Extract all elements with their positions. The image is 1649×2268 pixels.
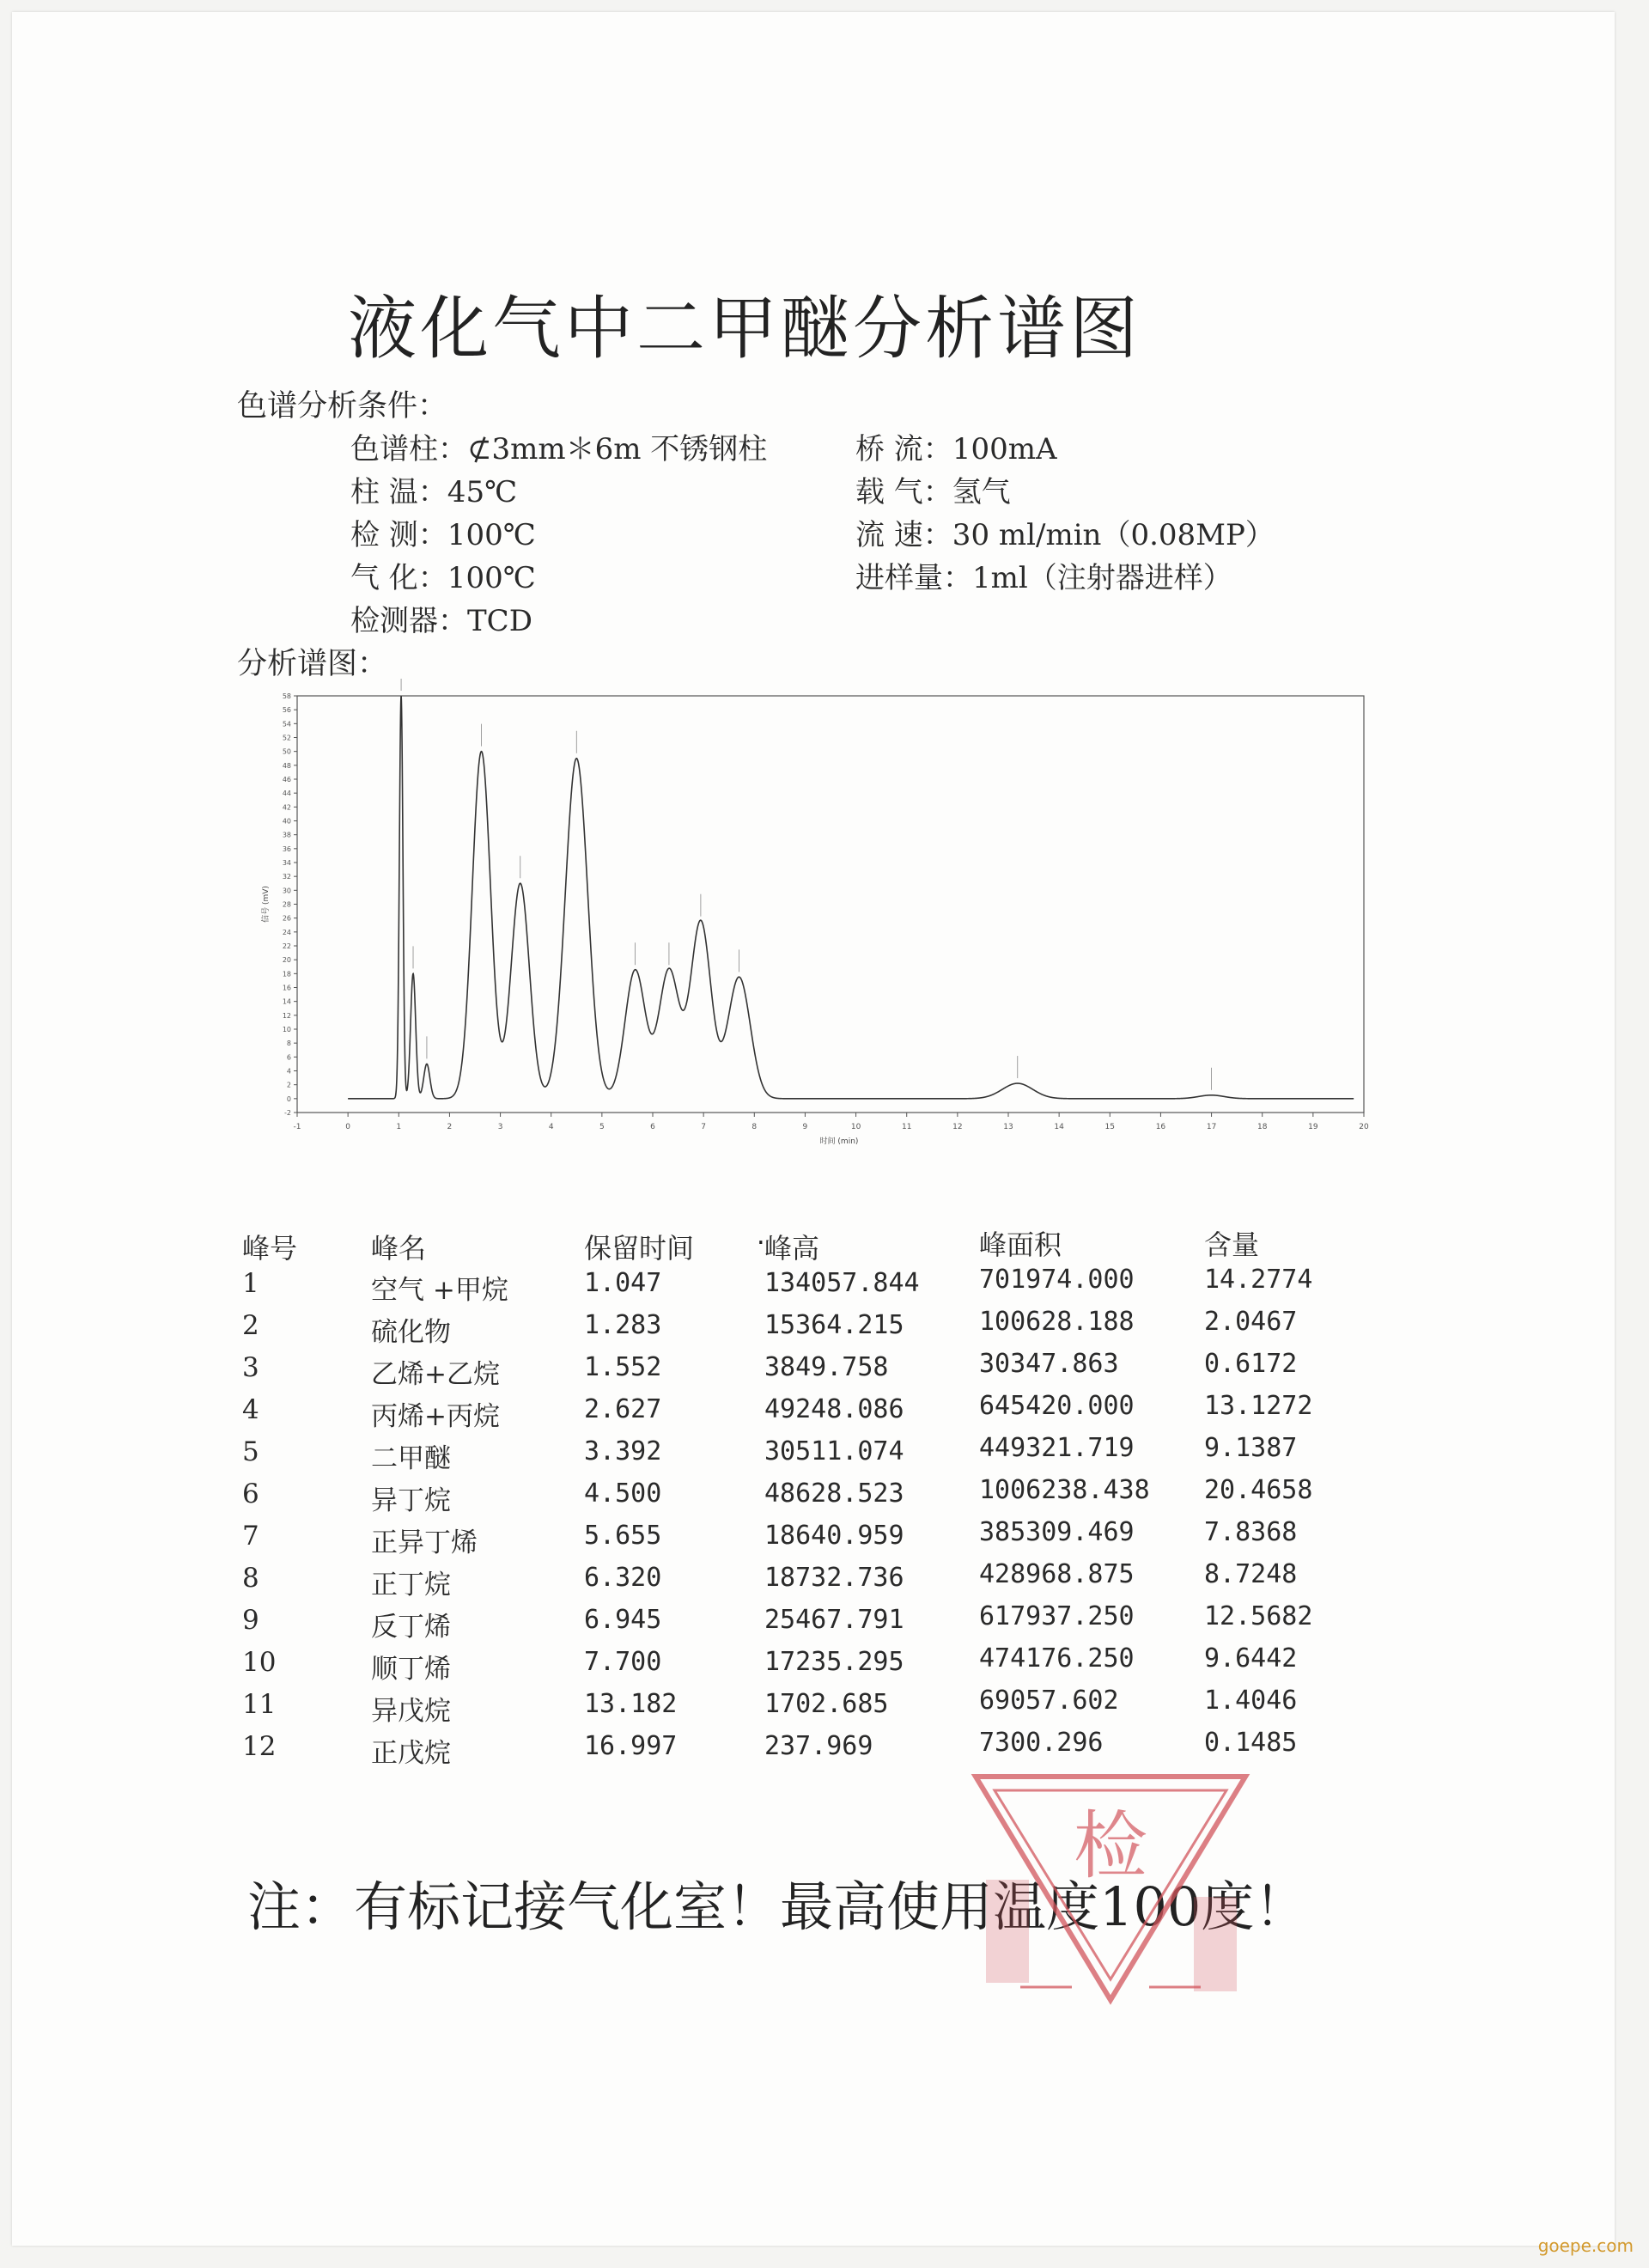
cell-content: 2.0467 — [1204, 1307, 1298, 1337]
y-tick-label: 4 — [286, 1067, 291, 1076]
cell-peak-area: 474176.250 — [979, 1643, 1135, 1674]
header-peak-no: 峰号 — [242, 1232, 298, 1265]
y-tick-label: 22 — [282, 942, 291, 950]
cell-peak-name: 反丁烯 — [371, 1612, 451, 1643]
y-tick-label: 6 — [286, 1053, 291, 1062]
cell-peak-no: 2 — [242, 1310, 259, 1341]
condition-carrier-gas: 载 气：氢气 — [855, 475, 1011, 509]
cell-content: 0.6172 — [1204, 1349, 1298, 1379]
cell-retention-time: 13.182 — [584, 1689, 678, 1719]
cell-peak-area: 1006238.438 — [979, 1475, 1150, 1505]
x-tick-label: 0 — [345, 1123, 351, 1131]
stray-dot: · — [754, 1230, 768, 1256]
cell-peak-name: 乙烯+乙烷 — [371, 1359, 500, 1390]
y-tick-label: 32 — [282, 873, 291, 881]
cell-peak-no: 5 — [242, 1436, 259, 1467]
cell-peak-height: 25467.791 — [764, 1605, 904, 1635]
cell-peak-height: 134057.844 — [764, 1268, 920, 1298]
header-peak-area: 峰面积 — [979, 1228, 1062, 1261]
condition-vaporize-temp: 气 化：100℃ — [350, 561, 536, 595]
cell-peak-height: 1702.685 — [764, 1689, 889, 1719]
cell-peak-height: 18732.736 — [764, 1563, 904, 1593]
y-tick-label: 48 — [282, 761, 291, 770]
cell-peak-area: 7300.296 — [979, 1728, 1104, 1758]
plot-frame — [297, 696, 1364, 1113]
cell-peak-name: 异戊烷 — [371, 1696, 451, 1727]
cell-peak-name: 正丁烷 — [371, 1570, 451, 1600]
x-tick-label: 18 — [1257, 1123, 1268, 1131]
condition-injection: 进样量：1ml（注射器进样） — [855, 561, 1232, 595]
cell-peak-height: 237.969 — [764, 1731, 873, 1761]
cell-retention-time: 2.627 — [584, 1394, 662, 1424]
y-tick-label: 14 — [282, 997, 291, 1006]
y-tick-label: 34 — [282, 859, 291, 867]
y-tick-label: 36 — [282, 844, 291, 853]
x-tick-label: 3 — [497, 1123, 503, 1131]
condition-column: 色谱柱：⊄3mm＊6m 不锈钢柱 — [350, 432, 768, 466]
cell-content: 13.1272 — [1204, 1391, 1313, 1421]
cell-peak-no: 6 — [242, 1478, 259, 1509]
y-axis-label: 信号 (mV) — [262, 886, 271, 923]
cell-content: 12.5682 — [1204, 1601, 1313, 1631]
cell-content: 1.4046 — [1204, 1686, 1298, 1716]
cell-peak-area: 428968.875 — [979, 1559, 1135, 1589]
cell-peak-area: 69057.602 — [979, 1686, 1119, 1716]
x-tick-label: 12 — [952, 1123, 963, 1131]
y-tick-label: 46 — [282, 776, 291, 783]
cell-peak-no: 12 — [242, 1731, 277, 1762]
cell-retention-time: 16.997 — [584, 1731, 678, 1761]
source-watermark: goepe.com — [1537, 2235, 1634, 2256]
y-tick-label: 24 — [282, 928, 291, 936]
y-tick-label: 18 — [282, 970, 291, 979]
cell-peak-name: 异丁烷 — [371, 1485, 451, 1516]
y-tick-label: 8 — [286, 1040, 291, 1048]
y-tick-label: 12 — [282, 1011, 291, 1020]
header-retention-time: 保留时间 — [584, 1232, 695, 1265]
cell-peak-name: 顺丁烯 — [371, 1654, 451, 1685]
cell-peak-no: 9 — [242, 1605, 259, 1636]
x-tick-label: 10 — [850, 1123, 861, 1131]
chromatogram-trace — [348, 696, 1354, 1099]
cell-retention-time: 1.047 — [584, 1268, 662, 1298]
x-axis-label: 时间 (min) — [819, 1137, 859, 1146]
x-tick-label: 17 — [1206, 1123, 1217, 1131]
y-tick-label: 28 — [282, 900, 291, 909]
cell-peak-name: 硫化物 — [371, 1317, 451, 1348]
x-tick-label: 9 — [802, 1123, 808, 1131]
cell-peak-area: 701974.000 — [979, 1265, 1135, 1295]
y-tick-label: 56 — [282, 706, 291, 715]
x-tick-label: 8 — [751, 1123, 758, 1131]
cell-peak-no: 11 — [242, 1689, 277, 1720]
y-tick-label: 54 — [282, 720, 291, 729]
cell-peak-no: 1 — [242, 1268, 259, 1299]
y-tick-label: 26 — [282, 914, 291, 923]
x-tick-label: 20 — [1359, 1123, 1369, 1131]
cell-peak-no: 7 — [242, 1521, 259, 1552]
y-tick-label: 58 — [282, 692, 291, 700]
condition-detector: 检测器：TCD — [350, 604, 532, 638]
condition-detect-temp: 检 测：100℃ — [350, 518, 536, 552]
conditions-heading: 色谱分析条件： — [237, 389, 448, 424]
x-tick-label: 5 — [599, 1123, 605, 1131]
cell-retention-time: 4.500 — [584, 1478, 662, 1509]
cell-peak-area: 30347.863 — [979, 1349, 1119, 1379]
cell-content: 0.1485 — [1204, 1728, 1298, 1758]
cell-peak-name: 空气 +甲烷 — [371, 1275, 508, 1306]
y-tick-label: 2 — [286, 1081, 291, 1089]
cell-content: 9.1387 — [1204, 1433, 1298, 1463]
y-tick-label: 40 — [282, 817, 291, 826]
x-tick-label: 6 — [650, 1123, 655, 1131]
x-tick-label: 2 — [447, 1123, 453, 1131]
y-tick-label: 0 — [286, 1094, 291, 1103]
cell-content: 7.8368 — [1204, 1517, 1298, 1547]
cell-retention-time: 5.655 — [584, 1521, 662, 1551]
chromatogram — [258, 679, 1391, 1151]
y-tick-label: 16 — [282, 984, 291, 992]
cell-peak-no: 3 — [242, 1352, 259, 1383]
cell-retention-time: 3.392 — [584, 1436, 662, 1466]
x-tick-label: 7 — [701, 1123, 707, 1131]
header-peak-height: 峰高 — [764, 1232, 820, 1265]
stamp-character: 检 — [1074, 1803, 1147, 1889]
cell-peak-height: 48628.523 — [764, 1478, 904, 1509]
cell-peak-area: 100628.188 — [979, 1307, 1135, 1337]
x-tick-label: 11 — [901, 1123, 912, 1131]
y-tick-label: 42 — [282, 803, 291, 812]
cell-peak-name: 正戊烷 — [371, 1738, 451, 1769]
cell-peak-height: 49248.086 — [764, 1394, 904, 1424]
cell-retention-time: 6.945 — [584, 1605, 662, 1635]
y-tick-label: 52 — [282, 734, 291, 742]
x-tick-label: 19 — [1308, 1123, 1318, 1131]
cell-content: 8.7248 — [1204, 1559, 1298, 1589]
cell-peak-height: 18640.959 — [764, 1521, 904, 1551]
cell-peak-name: 二甲醚 — [371, 1443, 451, 1474]
cell-peak-area: 645420.000 — [979, 1391, 1135, 1421]
cell-peak-area: 449321.719 — [979, 1433, 1135, 1463]
y-tick-label: -2 — [284, 1109, 291, 1117]
x-tick-label: 4 — [548, 1123, 554, 1131]
cell-peak-height: 17235.295 — [764, 1647, 904, 1677]
condition-bridge-current: 桥 流：100mA — [855, 432, 1057, 466]
x-tick-label: -1 — [293, 1123, 301, 1131]
condition-column-temp: 柱 温：45℃ — [350, 475, 518, 509]
y-tick-label: 44 — [282, 790, 291, 798]
chromatogram-heading: 分析谱图： — [237, 647, 388, 681]
cell-retention-time: 1.552 — [584, 1352, 662, 1382]
x-tick-label: 16 — [1155, 1123, 1166, 1131]
cell-content: 14.2774 — [1204, 1265, 1313, 1295]
y-tick-label: 10 — [282, 1026, 291, 1033]
header-peak-name: 峰名 — [371, 1232, 427, 1265]
y-tick-label: 20 — [282, 956, 291, 965]
x-tick-label: 1 — [396, 1123, 402, 1131]
inspection-stamp — [969, 1768, 1252, 2013]
document-title: 液化气中二甲醚分析谱图 — [348, 289, 1141, 369]
x-tick-label: 15 — [1104, 1123, 1116, 1131]
x-tick-label: 13 — [1003, 1123, 1013, 1131]
cell-retention-time: 1.283 — [584, 1310, 662, 1340]
cell-peak-height: 3849.758 — [764, 1352, 889, 1382]
cell-peak-name: 丙烯+丙烷 — [371, 1401, 500, 1432]
cell-content: 9.6442 — [1204, 1643, 1298, 1674]
y-tick-label: 30 — [282, 887, 291, 895]
y-tick-label: 50 — [282, 747, 291, 756]
usage-note: 注：有标记接气化室！最高使用温度100度！ — [247, 1875, 1308, 1938]
cell-peak-no: 10 — [242, 1647, 277, 1678]
condition-flow-rate: 流 速：30 ml/min（0.08MP） — [855, 518, 1275, 552]
cell-peak-name: 正异丁烯 — [371, 1527, 478, 1558]
cell-peak-area: 385309.469 — [979, 1517, 1135, 1547]
cell-peak-no: 4 — [242, 1394, 259, 1425]
cell-retention-time: 7.700 — [584, 1647, 662, 1677]
cell-content: 20.4658 — [1204, 1475, 1313, 1505]
header-content: 含量 — [1204, 1228, 1260, 1261]
x-tick-label: 14 — [1054, 1123, 1064, 1131]
cell-peak-no: 8 — [242, 1563, 259, 1594]
cell-retention-time: 6.320 — [584, 1563, 662, 1593]
y-tick-label: 38 — [282, 831, 291, 839]
cell-peak-height: 30511.074 — [764, 1436, 904, 1466]
cell-peak-height: 15364.215 — [764, 1310, 904, 1340]
cell-peak-area: 617937.250 — [979, 1601, 1135, 1631]
